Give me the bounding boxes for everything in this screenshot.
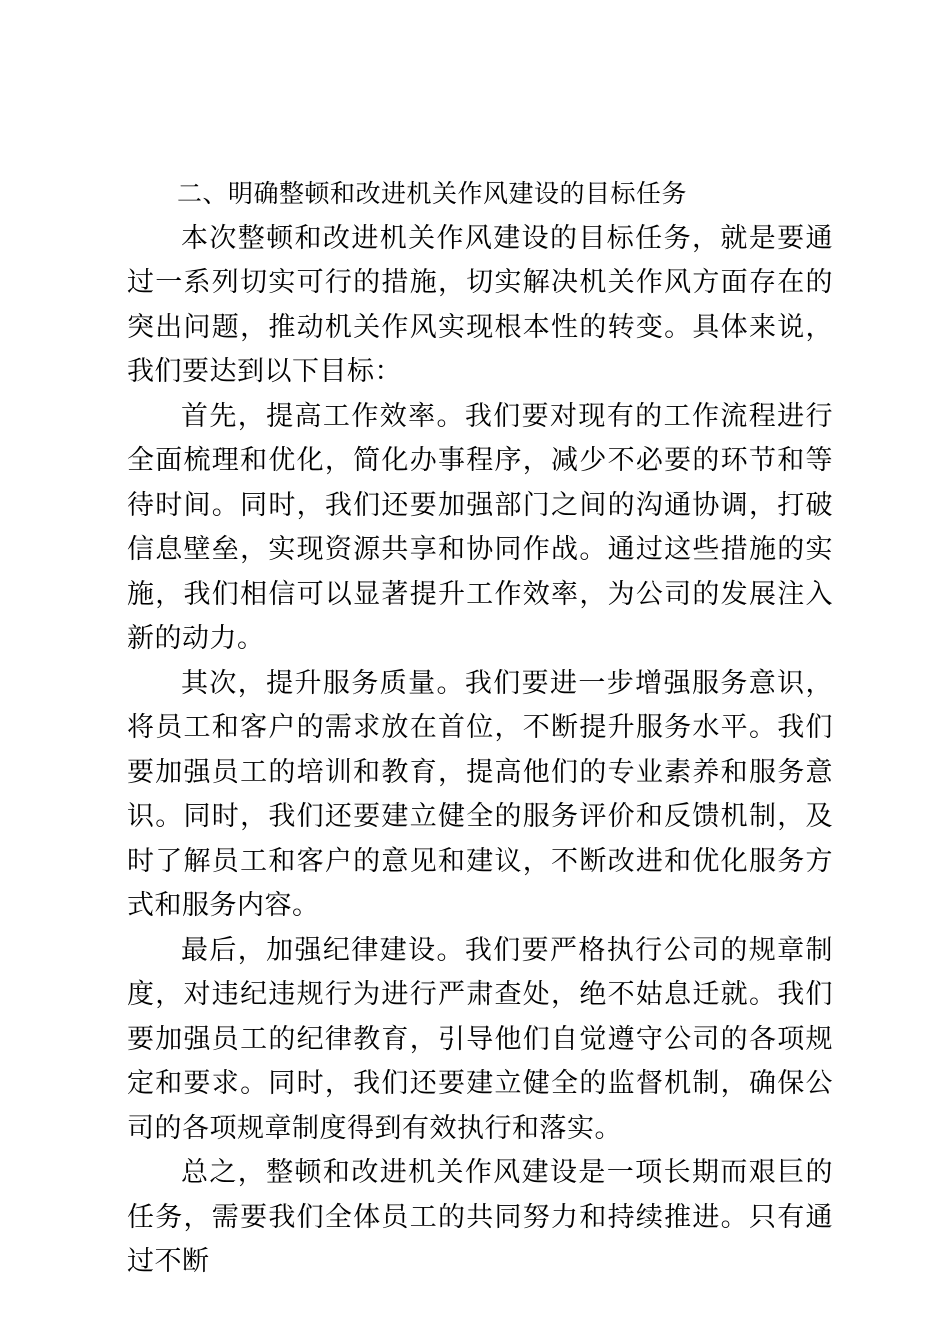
section-heading: 二、明确整顿和改进机关作风建设的目标任务 xyxy=(177,179,688,208)
paragraph-summary: 总之，整顿和改进机关作风建设是一项长期而艰巨的任务，需要我们全体员工的共同努力和持续推进。只有通过不断 xyxy=(127,1157,833,1277)
paragraph-efficiency: 首先，提高工作效率。我们要对现有的工作流程进行全面梳理和优化，简化办事程序，减少不必要的环节和等待时间。同时，我们还要加强部门之间的沟通协调，打破信息壁垒，实现资源共享和协同作战。通过这些措施的实施，我们相信可以显著提升工作效率，为公司的发展注入新的动力。 xyxy=(127,400,833,654)
paragraph-intro: 本次整顿和改进机关作风建设的目标任务，就是要通过一系列切实可行的措施，切实解决机关作风方面存在的突出问题，推动机关作风实现根本性的转变。具体来说，我们要达到以下目标： xyxy=(127,222,833,387)
paragraph-service: 其次，提升服务质量。我们要进一步增强服务意识，将员工和客户的需求放在首位，不断提升服务水平。我们要加强员工的培训和教育，提高他们的专业素养和服务意识。同时，我们还要建立健全的服务评价和反馈机制，及时了解员工和客户的意见和建议，不断改进和优化服务方式和服务内容。 xyxy=(127,667,833,921)
document-body xyxy=(127,172,833,1285)
paragraph-discipline: 最后，加强纪律建设。我们要严格执行公司的规章制度，对违纪违规行为进行严肃查处，绝不姑息迁就。我们要加强员工的纪律教育，引导他们自觉遵守公司的各项规定和要求。同时，我们还要建立健全的监督机制，确保公司的各项规章制度得到有效执行和落实。 xyxy=(127,934,833,1144)
